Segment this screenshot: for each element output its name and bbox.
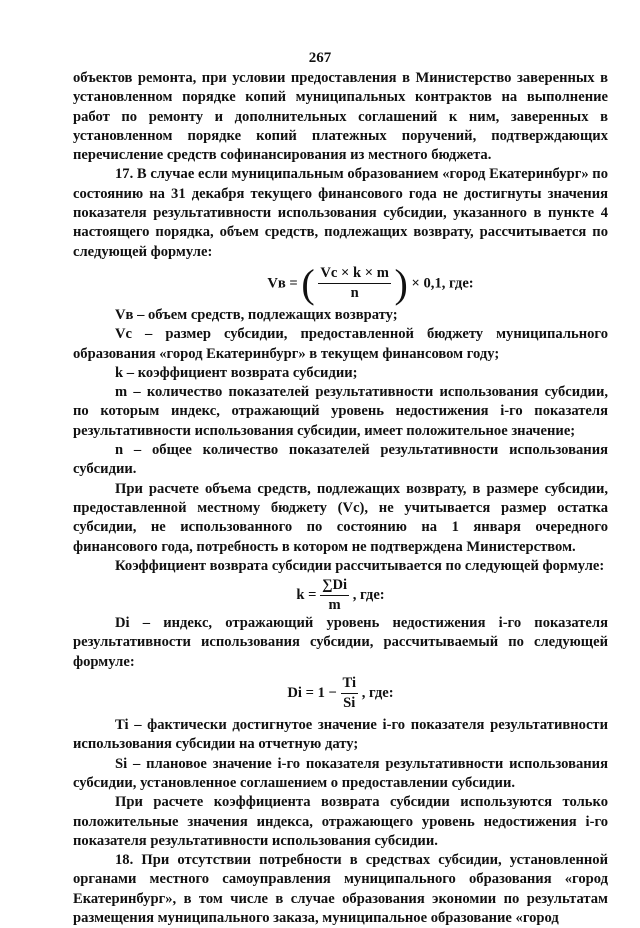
- formula-di-tail: , где:: [361, 685, 394, 702]
- document-body: [73, 69, 608, 928]
- formula-vv-numerator: Vc × k × m: [318, 264, 391, 284]
- formula-di-lhs: Di = 1 −: [287, 685, 337, 702]
- definition-si: Si – плановое значение i-го показателя результативности использования субсидии, установленное соглашением о предоставлении субсидии.: [73, 755, 608, 791]
- paragraph-k-intro: Коэффициент возврата субсидии рассчитывается по следующей формуле:: [115, 557, 605, 574]
- formula-vv-denominator: n: [350, 285, 359, 302]
- right-paren: ): [394, 260, 408, 306]
- page-number: 267: [308, 50, 332, 66]
- formula-vv-lhs: Vв =: [267, 275, 298, 292]
- definition-n: n – общее количество показателей результативности использования субсидии.: [73, 442, 608, 478]
- formula-di-numerator: Ti: [341, 674, 359, 694]
- formula-k-fraction: [320, 576, 349, 616]
- paragraph-positive-values: При расчете коэффициента возврата субсидии используются только положительные значения индекса, отражающего уровень недостижения i-го показателя результативности использования субсидии.: [73, 794, 608, 849]
- paragraph-continuation: объектов ремонта, при условии предоставления в Министерство заверенных в установленном порядке копий муниципальных контрактов на выполнение работ по ремонту и дополнительных соглашений к ним, заверенных в установленном порядке копий платежных поручений, подтверждающих перечисление средств софинансирования из местного бюджета.: [73, 70, 608, 164]
- definition-k: k – коэффициент возврата субсидии;: [115, 364, 358, 381]
- definition-di: Di – индекс, отражающий уровень недостижения i-го показателя результативности использования субсидии, рассчитываемый по следующей формуле:: [73, 615, 608, 670]
- formula-k-denominator: m: [328, 597, 341, 614]
- formula-k-tail: , где:: [352, 587, 385, 604]
- formula-vv-fraction: [318, 264, 391, 304]
- formula-di-fraction: [341, 674, 359, 714]
- paragraph-18: 18. При отсутствии потребности в средствах субсидии, установленной органами местного самоуправления муниципального образования «город Екатеринбург», в том числе в случае образования экономии по результатам размещения муниципального заказа, муниципальное образование «город: [73, 852, 608, 926]
- formula-k-numerator: ∑Di: [320, 576, 349, 596]
- definition-m: m – количество показателей результативности использования субсидии, по которым индекс, отражающий уровень недостижения i-го показателя результативности использования субсидии, имеет положительное значение;: [73, 384, 608, 439]
- paragraph-17: 17. В случае если муниципальным образованием «город Екатеринбург» по состоянию на 31 декабря текущего финансового года не достигнуты значения показателя результативности использования субсидии, указанного в пункте 4 настоящего порядка, объем средств, подлежащих возврату, рассчитывается по следующей формуле:: [73, 166, 608, 260]
- paragraph-vc-note: При расчете объема средств, подлежащих возврату, в размере субсидии, предоставленной местному бюджету (Vc), не учитывается размер остатка субсидии, не использованного по состоянию на 1 января очередного финансового года, потребность в котором не подтверждена Министерством.: [73, 480, 608, 555]
- left-paren: (: [301, 260, 315, 306]
- formula-k: [73, 576, 608, 614]
- definition-ti: Ti – фактически достигнутое значение i-го показателя результативности использования субсидии на отчетную дату;: [73, 717, 608, 753]
- formula-di: [73, 674, 608, 714]
- formula-di-denominator: Si: [343, 695, 356, 712]
- formula-vv: [133, 260, 608, 306]
- formula-k-lhs: k =: [296, 587, 317, 604]
- definition-vc: Vc – размер субсидии, предоставленной бюджету муниципального образования «город Екатеринбург» в текущем финансовом году;: [73, 326, 608, 362]
- formula-vv-tail: × 0,1, где:: [411, 275, 474, 292]
- definition-vv: Vв – объем средств, подлежащих возврату;: [115, 306, 398, 323]
